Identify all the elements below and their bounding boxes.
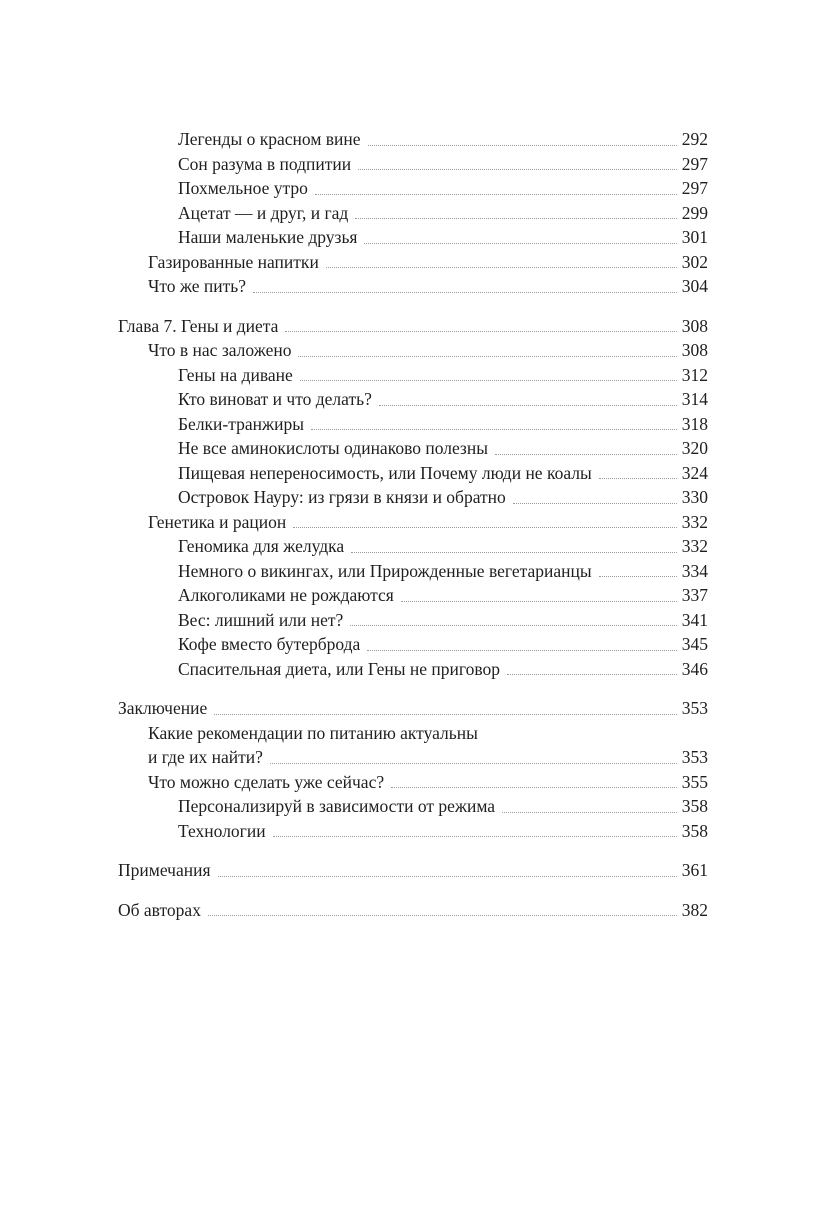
toc-entry-title: Глава 7. Гены и диета — [118, 315, 279, 336]
toc-page-number: 330 — [681, 487, 708, 507]
toc-page-number: 346 — [681, 658, 708, 679]
dotted-leader — [350, 625, 676, 626]
toc-entry-title: Сон разума в подпитии — [178, 153, 352, 174]
toc-entry-title: Персонализируй в зависимости от режима — [178, 796, 496, 816]
toc-entry-title: Ацетат — и друг, и гад — [178, 202, 349, 223]
toc-entry-title: Геномика для желудка — [178, 536, 345, 556]
toc-entry-title: Белки-транжиры — [178, 413, 304, 434]
toc-entry-title: Похмельное утро — [178, 178, 308, 198]
dotted-leader — [379, 405, 677, 406]
dotted-leader — [285, 331, 676, 332]
toc-page-number: 337 — [681, 585, 708, 605]
toc-entry-title: Наши маленькие друзья — [178, 227, 358, 247]
dotted-leader — [270, 763, 677, 764]
toc-entry — [118, 314, 708, 339]
dotted-leader — [311, 429, 677, 430]
dotted-leader — [391, 787, 677, 788]
toc-entry — [118, 721, 708, 746]
toc-list — [118, 127, 708, 922]
toc-entry — [118, 152, 708, 177]
dotted-leader — [300, 380, 677, 381]
dotted-leader — [599, 576, 677, 577]
toc-entry — [118, 696, 708, 721]
toc-entry-title: Немного о викингах, или Прирожденные вегетарианцы — [178, 560, 592, 581]
toc-entry — [118, 412, 708, 437]
toc-entry — [118, 363, 708, 388]
dotted-leader — [208, 915, 677, 916]
dotted-leader — [298, 356, 676, 357]
toc-entry — [118, 127, 708, 152]
toc-page-number: 361 — [681, 860, 708, 880]
toc-entry — [118, 510, 708, 535]
toc-page-number: 312 — [681, 364, 708, 385]
dotted-leader — [502, 812, 677, 813]
dotted-leader — [513, 503, 677, 504]
toc-entry — [118, 250, 708, 275]
dotted-leader — [599, 478, 677, 479]
toc-entry-title: Что можно сделать уже сейчас? — [148, 771, 385, 792]
dotted-leader — [253, 292, 677, 293]
toc-page-number: 297 — [681, 153, 708, 174]
toc-entry-title: Легенды о красном вине — [178, 129, 361, 149]
toc-entry — [118, 274, 708, 299]
toc-entry-title: Заключение — [118, 698, 208, 718]
dotted-leader — [507, 674, 677, 675]
toc-page-number: 345 — [681, 634, 708, 654]
toc-page-number: 320 — [681, 438, 708, 458]
dotted-leader — [351, 552, 677, 553]
toc-entry — [118, 770, 708, 795]
toc-page-number: 302 — [681, 251, 708, 272]
toc-entry-title: и где их найти? — [148, 747, 263, 767]
toc-entry — [118, 338, 708, 363]
toc-page-number: 353 — [681, 747, 708, 767]
toc-entry-title: Пищевая непереносимость, или Почему люди не коалы — [178, 462, 592, 483]
toc-page-number: 358 — [681, 796, 708, 816]
toc-page-number: 341 — [681, 609, 708, 630]
toc-page-number: 334 — [681, 560, 708, 581]
toc-entry-title: Какие рекомендации по питанию актуальны — [148, 722, 478, 743]
toc-page-number: 299 — [681, 202, 708, 223]
toc-page-number: 308 — [681, 340, 708, 360]
toc-entry-title: Генетика и рацион — [148, 511, 287, 532]
dotted-leader — [214, 714, 677, 715]
toc-page-number: 292 — [681, 129, 708, 149]
toc-entry — [118, 485, 708, 510]
toc-page-number: 304 — [681, 276, 708, 296]
toc-entry — [118, 559, 708, 584]
dotted-leader — [315, 194, 677, 195]
toc-entry — [118, 436, 708, 461]
toc-entry-title: Примечания — [118, 860, 211, 880]
toc-entry-title: Об авторах — [118, 899, 201, 920]
toc-page-number: 355 — [681, 771, 708, 792]
toc-entry — [118, 657, 708, 682]
toc-entry — [118, 745, 708, 770]
dotted-leader — [358, 169, 677, 170]
toc-entry — [118, 461, 708, 486]
dotted-leader — [293, 527, 677, 528]
toc-entry — [118, 176, 708, 201]
toc-page-number: 332 — [681, 536, 708, 556]
toc-entry — [118, 583, 708, 608]
dotted-leader — [355, 218, 676, 219]
dotted-leader — [367, 650, 676, 651]
toc-entry — [118, 819, 708, 844]
toc-entry — [118, 534, 708, 559]
toc-entry — [118, 632, 708, 657]
toc-entry-title: Что в нас заложено — [148, 340, 292, 360]
toc-page-number: 382 — [681, 899, 708, 920]
toc-page-number: 358 — [681, 820, 708, 841]
toc-entry-title: Алкоголиками не рождаются — [178, 585, 394, 605]
toc-entry — [118, 225, 708, 250]
dotted-leader — [218, 876, 677, 877]
toc-entry-title: Вес: лишний или нет? — [178, 609, 344, 630]
toc-page-number: 318 — [681, 413, 708, 434]
toc-entry-title: Газированные напитки — [148, 251, 319, 272]
dotted-leader — [326, 267, 677, 268]
toc-entry — [118, 898, 708, 923]
dotted-leader — [368, 145, 677, 146]
dotted-leader — [364, 243, 676, 244]
toc-entry-title: Кофе вместо бутерброда — [178, 634, 361, 654]
toc-page-number: 314 — [681, 389, 708, 409]
toc-page-number: 332 — [681, 511, 708, 532]
toc-entry — [118, 794, 708, 819]
dotted-leader — [495, 454, 677, 455]
toc-entry-title: Гены на диване — [178, 364, 293, 385]
toc-entry — [118, 387, 708, 412]
toc-entry — [118, 608, 708, 633]
toc-page-number: 353 — [681, 698, 708, 718]
toc-page-number: 297 — [681, 178, 708, 198]
toc-entry — [118, 201, 708, 226]
toc-entry-title: Спасительная диета, или Гены не приговор — [178, 658, 501, 679]
dotted-leader — [401, 601, 677, 602]
toc-entry-title: Что же пить? — [148, 276, 247, 296]
toc-entry — [118, 858, 708, 883]
toc-entry-title: Островок Науру: из грязи в князи и обратно — [178, 487, 506, 507]
dotted-leader — [273, 836, 677, 837]
toc-entry-title: Не все аминокислоты одинаково полезны — [178, 438, 488, 458]
toc-page-number: 308 — [681, 315, 708, 336]
toc-page-number: 324 — [681, 462, 708, 483]
toc-entry-title: Кто виноват и что делать? — [178, 389, 372, 409]
toc-page-number: 301 — [681, 227, 708, 247]
toc-entry-title: Технологии — [178, 820, 266, 841]
